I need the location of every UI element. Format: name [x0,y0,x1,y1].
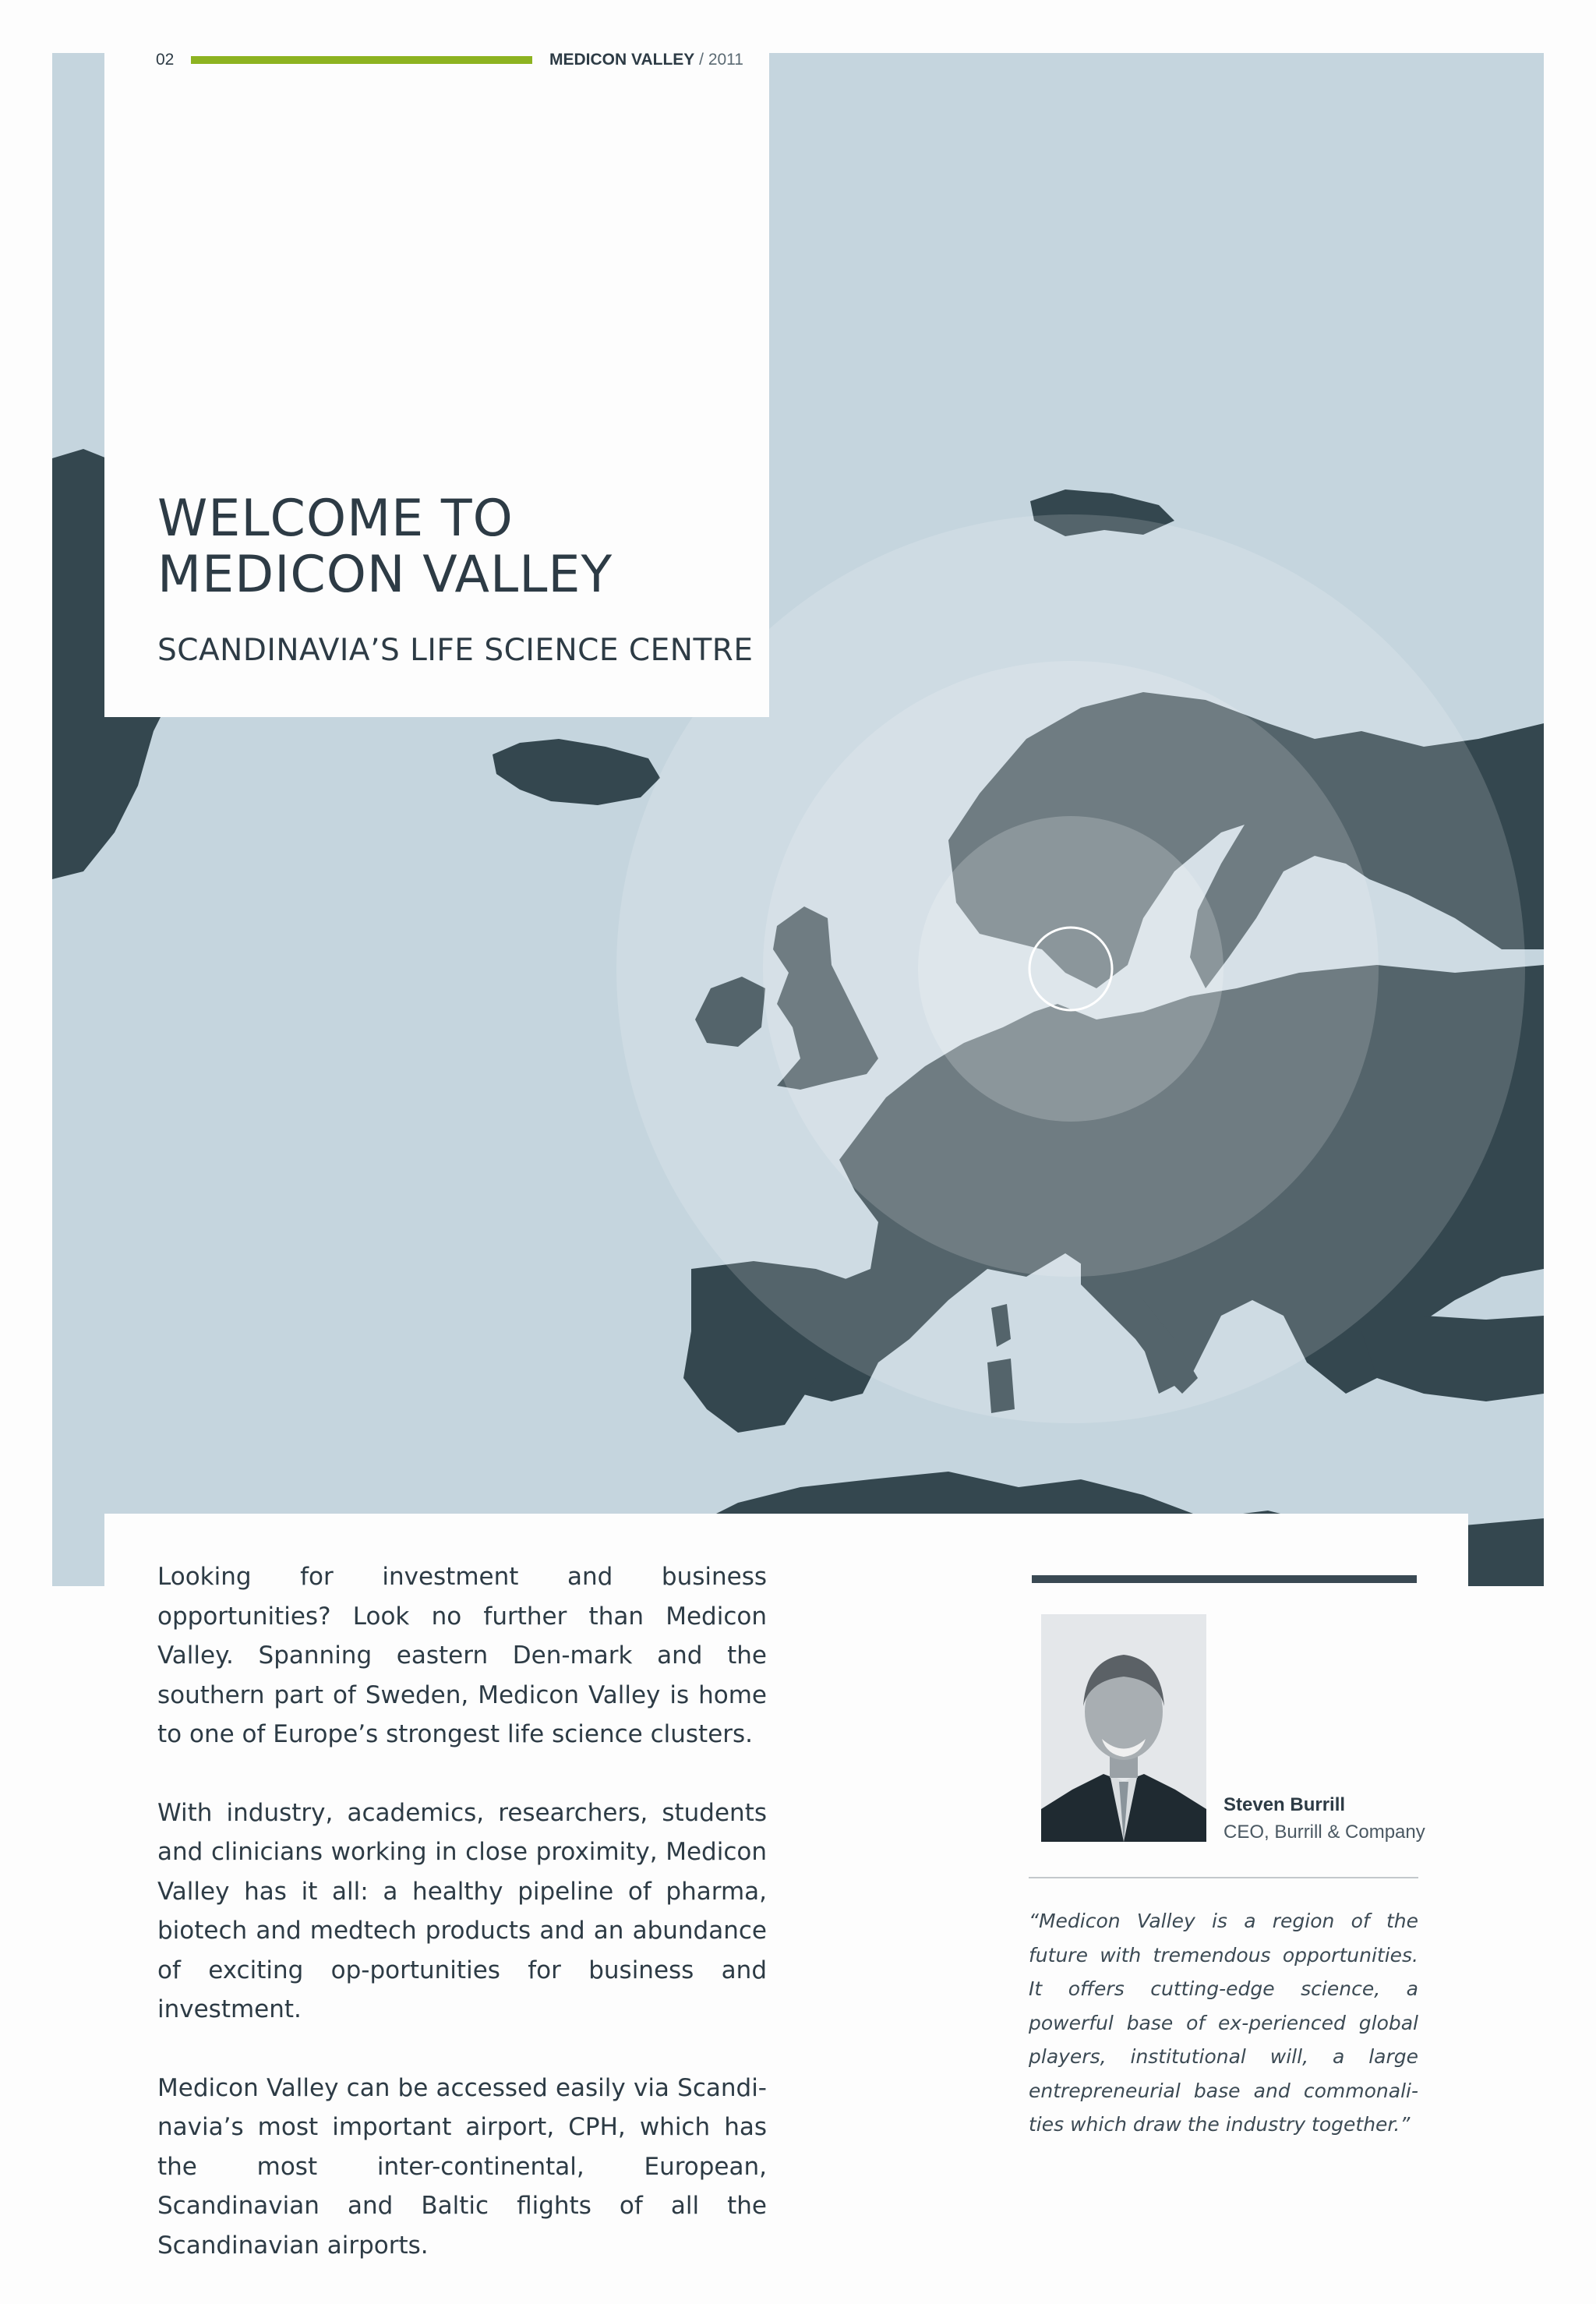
page-title [157,491,613,603]
separator: / [694,51,708,69]
body-text [157,1557,767,2304]
person-role: CEO, Burrill & Company [1223,1822,1425,1843]
ring-inner [918,816,1223,1122]
title-card [104,53,769,717]
portrait-graphic [1041,1614,1206,1842]
publication-year: 2011 [708,51,743,69]
turkey-landmass [1361,1316,1544,1401]
body-paragraph: Looking for investment and business opportunities? Look no further than Medicon Valley. Spanning eastern Den-mark and the southern part of Sweden, Medicon Valley is home to one of Europe’s strongest life science clusters. [157,1563,767,1748]
page-subtitle: SCANDINAVIA’S LIFE SCIENCE CENTRE [157,633,754,668]
portrait-photo [1041,1614,1206,1842]
person-name: Steven Burrill [1223,1794,1346,1815]
iceland-landmass [493,739,660,805]
publication-title [549,51,743,69]
page-number: 02 [156,51,175,69]
body-paragraph: Medicon Valley can be accessed easily via Scandi-navia’s most important airport, CPH, which has the most inter-continental, European, Scandinavian and Baltic flights of all the Scandinavian airports. [157,2073,767,2260]
quote-divider [1029,1877,1418,1878]
title-line-1: WELCOME TO [157,489,514,548]
testimonial-quote: “Medicon Valley is a region of the future with tremendous opportunities. It offers cutting-edge science, a powerful base of ex-perienced global players, institutional will, a large entrepreneurial base and commonali-ties which draw the industry together.” [1029,1910,1418,2136]
publication-name: MEDICON VALLEY [549,51,695,69]
running-header [104,48,769,73]
accent-bar [191,56,532,64]
body-paragraph: With industry, academics, researchers, students and clinicians working in close proximity, Medicon Valley has it all: a healthy pipeline of pharma, biotech and medtech products and an abundance of exciting op-portunities for business and investment. [157,1798,767,2023]
quote-top-rule [1032,1575,1417,1583]
title-line-2: MEDICON VALLEY [157,546,613,604]
